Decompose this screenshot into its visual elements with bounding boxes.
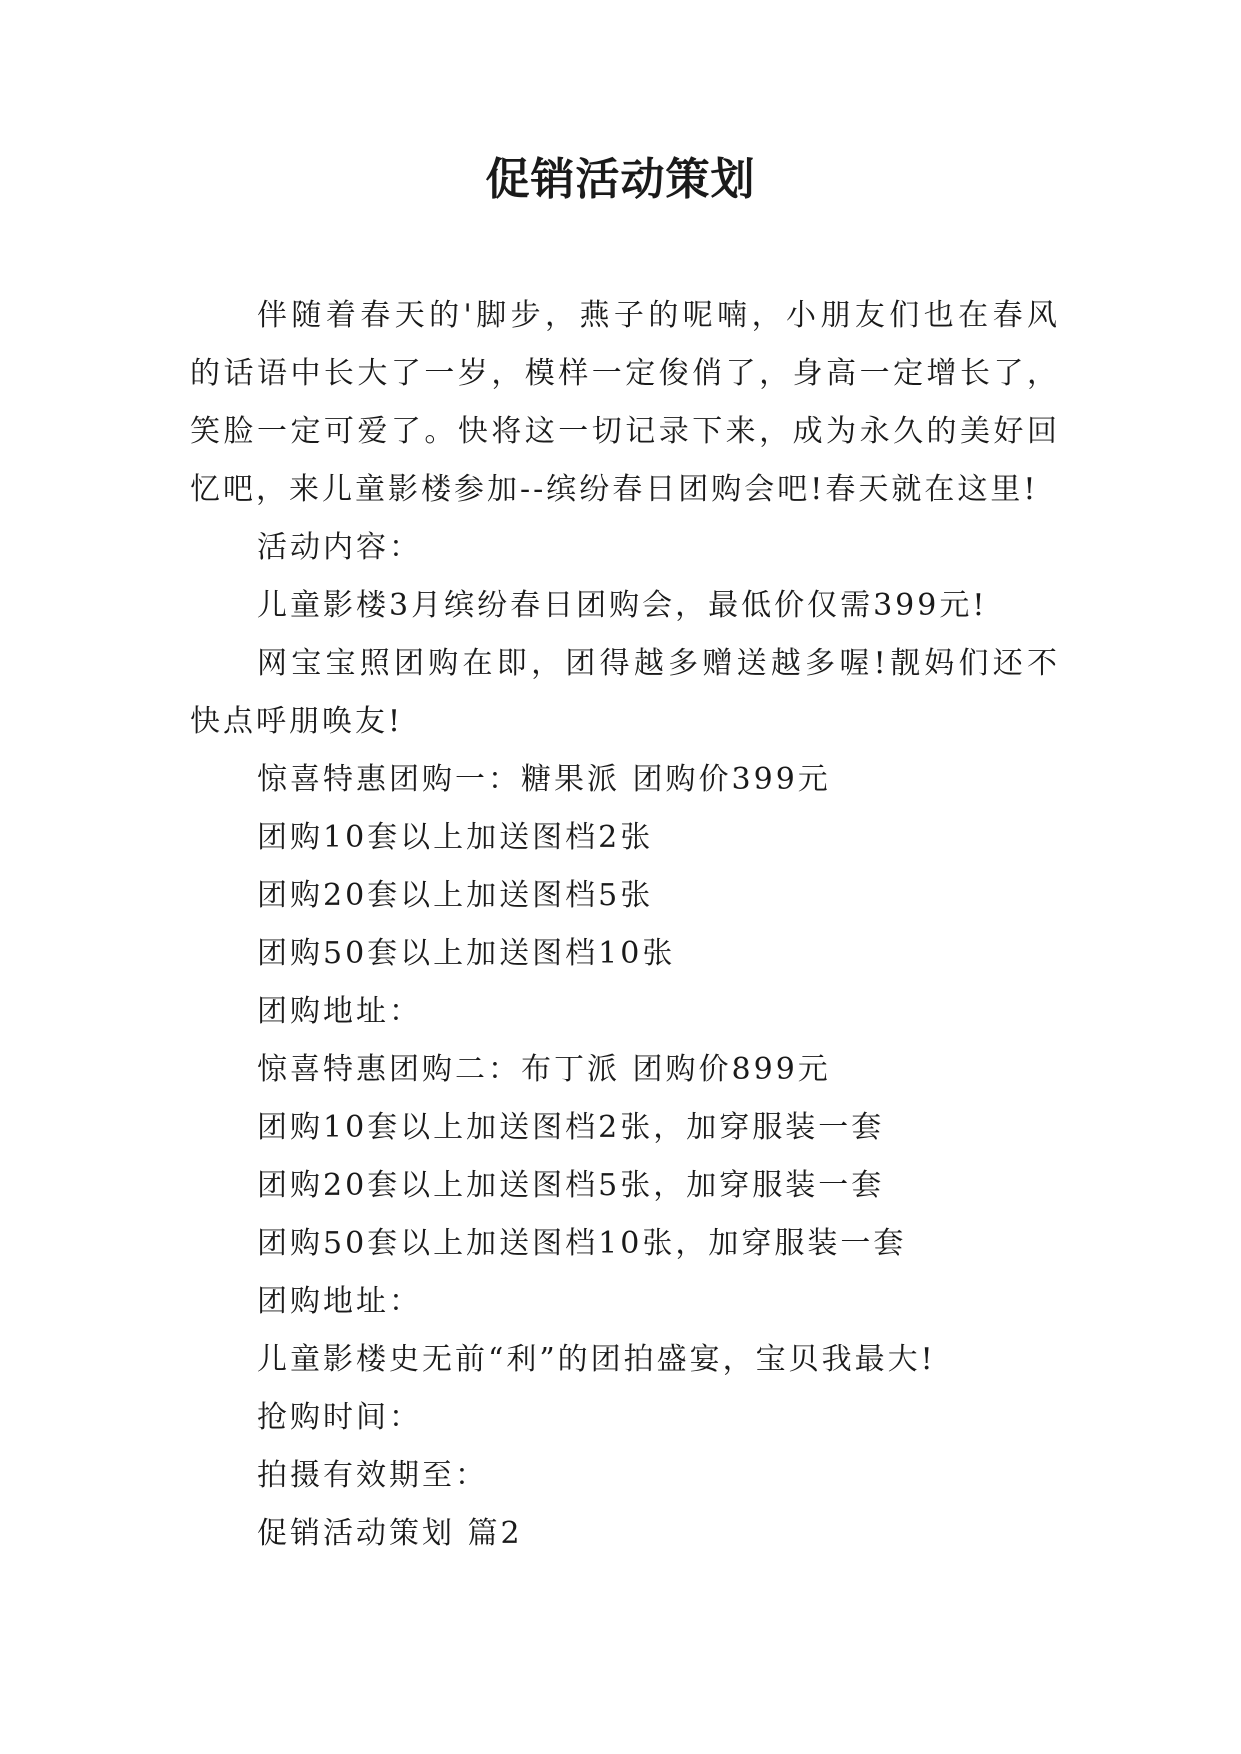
paragraph: 儿童影楼3月缤纷春日团购会，最低价仅需399元! (257, 588, 988, 623)
paragraph: 网宝宝照团购在即，团得越多赠送越多喔!靓妈们还不快点呼朋唤友! (190, 646, 1060, 739)
intro-paragraph: 伴随着春天的'脚步，燕子的呢喃，小朋友们也在春风的话语中长大了一岁，模样一定俊俏了，身高一定增长了，笑脸一定可爱了。快将这一切记录下来，成为永久的美好回忆吧，来儿童影楼参加--缤纷春日团购会吧!春天就在这里! (190, 298, 1060, 507)
document-body (190, 287, 1060, 1563)
list-item: 团购50套以上加送图档10张 (257, 936, 676, 971)
group-buy-two-heading: 惊喜特惠团购二：布丁派 团购价899元 (257, 1052, 831, 1087)
list-item: 团购20套以上加送图档5张，加穿服装一套 (257, 1168, 885, 1203)
list-item: 团购20套以上加送图档5张 (257, 878, 654, 913)
rush-buy-time-label: 抢购时间： (257, 1400, 422, 1435)
list-item: 团购10套以上加送图档2张，加穿服装一套 (257, 1110, 885, 1145)
document-title: 促销活动策划 (485, 154, 756, 205)
group-buy-one-heading: 惊喜特惠团购一：糖果派 团购价399元 (257, 762, 831, 797)
list-item: 团购50套以上加送图档10张，加穿服装一套 (257, 1226, 907, 1261)
group-buy-address-label: 团购地址： (257, 994, 422, 1029)
list-item: 团购10套以上加送图档2张 (257, 820, 654, 855)
section-heading: 促销活动策划 篇2 (257, 1516, 523, 1551)
shooting-validity-label: 拍摄有效期至： (257, 1458, 488, 1493)
group-buy-address-label: 团购地址： (257, 1284, 422, 1319)
activity-content-heading: 活动内容： (257, 530, 422, 565)
paragraph: 儿童影楼史无前“利”的团拍盛宴，宝贝我最大! (257, 1342, 936, 1377)
